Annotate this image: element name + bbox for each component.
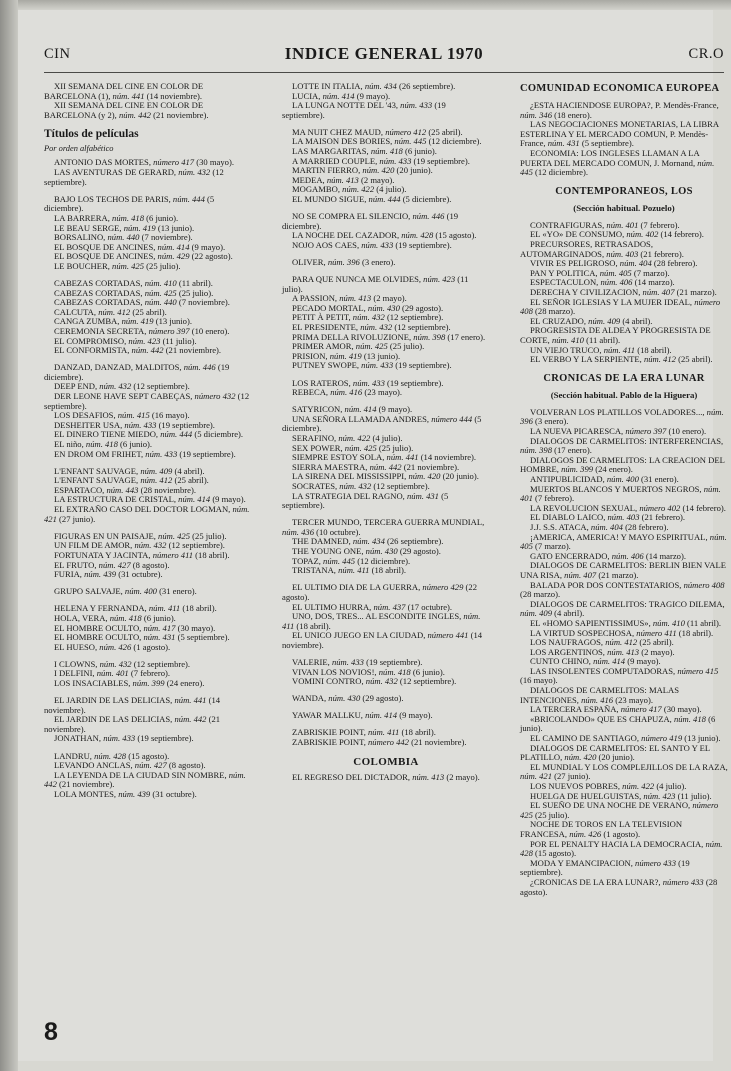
header-divider (44, 72, 724, 73)
index-entry: ECONOMIA: LOS INGLESES LLAMAN A LA PUERTA DEL MERCADO COMUN, J. Mornand, núm. 445 (12 diciembre). (520, 147, 715, 178)
index-entry: EL COMPROMISO, núm. 423 (11 julio). (54, 335, 197, 346)
index-entry: EL CONFORMISTA, núm. 442 (21 noviembre). (54, 345, 222, 356)
index-entry: ¿ESTA HACIENDOSE EUROPA?, P. Mendès-France, núm. 346 (18 enero). (520, 100, 719, 120)
index-entry: LA LUNGA NOTTE DEL '43, núm. 433 (19 septiembre). (282, 100, 446, 120)
index-entry: LA VIRTUD SOSPECHOSA, número 411 (18 abril). (530, 627, 714, 638)
section-contemporaneos-los (520, 185, 728, 365)
index-entry: LA NOCHE DEL CAZADOR, núm. 428 (15 agosto). (292, 230, 477, 241)
page-left-shadow (0, 0, 18, 1071)
index-entry: XII SEMANA DEL CINE EN COLOR DE BARCELONA (y 2), núm. 442 (21 noviembre). (44, 100, 209, 120)
index-entry: PECADO MORTAL, núm. 430 (29 agosto). (292, 302, 444, 313)
index-entry: EL BOSQUE DE ANCINES, núm. 414 (9 mayo). (54, 241, 226, 252)
index-entry: SOCRATES, núm. 432 (12 septiembre). (292, 480, 430, 491)
index-entry: MODA Y EMANCIPACION, número 433 (19 septiembre). (520, 857, 690, 878)
index-entry: CUNTO CHINO, núm. 414 (9 mayo). (530, 656, 661, 667)
index-entry: LA LEYENDA DE LA CIUDAD SIN NOMBRE, núm. 442 (21 noviembre). (44, 769, 246, 790)
index-entry: LA MAISON DES BORIES, núm. 445 (12 diciembre). (292, 136, 482, 147)
index-entry: UNO, DOS, TRES... AL ESCONDITE INGLES, núm. 411 (18 abril). (282, 611, 481, 631)
entry-valerie (282, 658, 490, 687)
index-entry: EL CRUZADO, núm. 409 (4 abril). (530, 315, 653, 326)
index-entry: CALCUTA, núm. 412 (25 abril). (54, 306, 167, 317)
index-entry: LAS INSOLENTES COMPUTADORAS, número 415 (16 mayo). (520, 665, 719, 686)
section-subheading: (Sección habitual. Pozuelo) (573, 203, 675, 214)
index-entry: LAS MARGARITAS, núm. 418 (6 junio). (292, 146, 437, 157)
index-entry: LOS ARGENTINOS, núm. 413 (2 mayo). (530, 646, 675, 657)
index-entry: EN DROM OM FRIHET, núm. 433 (19 septiembre). (54, 448, 236, 459)
index-entry: POR EL PENALTY HACIA LA DEMOCRACIA, núm. 428 (15 agosto). (520, 838, 723, 859)
index-entry: EL «YO» DE CONSUMO, núm. 402 (14 febrero). (530, 229, 704, 240)
index-entry: EL niño, núm. 418 (6 junio). (54, 439, 153, 449)
index-entry: VOMINI CONTRO, núm. 432 (12 septiembre). (292, 676, 457, 687)
page-paper (18, 10, 728, 1061)
index-entry: UN VIEJO TRUCO, núm. 411 (18 abril). (530, 344, 672, 355)
index-entry: FURIA, núm. 439 (31 octubre). (54, 569, 163, 580)
index-entry: ¡AMERICA, AMERICA! Y MAYO ESPIRITUAL, núm. 405 (7 marzo). (520, 531, 727, 552)
index-entry: PUTNEY SWOPE, núm. 433 (19 septiembre). (292, 360, 452, 371)
index-entry: FIGURAS EN UN PAISAJE, núm. 425 (25 julio). (54, 530, 227, 541)
index-entry: JONATHAN, núm. 433 (19 septiembre). (54, 733, 194, 744)
index-entry: EL JARDIN DE LAS DELICIAS, núm. 441 (14 noviembre). (44, 695, 221, 715)
index-entry: HOLA, VERA, núm. 418 (6 junio). (54, 612, 176, 623)
header-right-label: CR.O (688, 46, 724, 62)
index-entry: MUERTOS BLANCOS Y MUERTOS NEGROS, núm. 401 (7 febrero). (520, 483, 721, 504)
index-entry: PRISION, núm. 419 (13 junio). (292, 350, 401, 361)
index-entry: DIALOGOS DE CARMELITOS: MALAS INTENCIONES, núm. 416 (23 mayo). (520, 685, 680, 705)
index-entry: PARA QUE NUNCA ME OLVIDES, núm. 423 (11 julio). (282, 274, 469, 294)
index-entry: VIVIR ES PELIGROSO, núm. 404 (28 febrero). (530, 258, 698, 269)
entry-helena-fernanda (44, 604, 252, 652)
index-entry: LAS AVENTURAS DE GERARD, núm. 432 (12 septiembre). (44, 167, 224, 187)
index-entry: LA SIRENA DEL MISSISSIPPI, núm. 420 (20 junio). (292, 471, 479, 482)
index-entry: ANTIPUBLICIDAD, núm. 400 (31 enero). (530, 474, 679, 484)
index-entry: ZABRISKIE POINT, número 442 (21 noviembre). (292, 737, 467, 748)
index-entry: YAWAR MALLKU, núm. 414 (9 mayo). (292, 710, 433, 721)
index-entry: DIALOGOS DE CARMELITOS: BERLIN BIEN VALE UNA RISA, núm. 407 (21 marzo). (520, 560, 726, 580)
index-entry: EL SUEÑO DE UNA NOCHE DE VERANO, número 425 (25 julio). (520, 800, 719, 820)
index-entry: NOCHE DE TOROS EN LA TELEVISION FRANCESA, núm. 426 (1 agosto). (520, 819, 683, 839)
index-entry: CANGA ZUMBA, núm. 419 (13 junio). (54, 316, 192, 327)
entry-grupo-salvaje (44, 587, 252, 597)
section-subheading: (Sección habitual. Pablo de la Higuera) (550, 390, 698, 401)
entry-figuras-paisaje (44, 532, 252, 580)
page-title: INDICE GENERAL 1970 (284, 44, 484, 63)
index-entry: PAN Y POLITICA, núm. 405 (7 marzo). (530, 267, 670, 278)
subsection-title: Títulos de películas (44, 127, 139, 140)
index-entry: EL HUESO, núm. 426 (1 agosto). (54, 641, 171, 652)
index-entry: ANTONIO DAS MORTES, número 417 (30 mayo). (54, 157, 234, 168)
index-entry: PRIMA DELLA RIVOLUZIONE, núm. 398 (17 enero). (292, 331, 486, 342)
entry-no-se-compra (282, 212, 490, 250)
section-colombia (282, 755, 490, 783)
index-entry: GRUPO SALVAJE, núm. 400 (31 enero). (54, 586, 197, 597)
section-heading: CONTEMPORANEOS, LOS (555, 186, 693, 198)
entry-jardin-delicias (44, 696, 252, 744)
index-entry: ZABRISKIE POINT, núm. 411 (18 abril). (292, 727, 436, 738)
index-entry: EL EXTRAÑO CASO DEL DOCTOR LOGMAN, núm. 421 (27 junio). (44, 504, 250, 524)
index-entry: LE BEAU SERGE, núm. 419 (13 junio). (54, 222, 195, 233)
index-entry: BAJO LOS TECHOS DE PARIS, núm. 444 (5 diciembre). (44, 193, 215, 214)
index-entry: CABEZAS CORTADAS, núm. 425 (25 julio). (54, 287, 214, 298)
index-entry: MARTIN FIERRO, núm. 420 (20 junio). (292, 165, 433, 176)
index-entry: FORTUNATA Y JACINTA, número 411 (18 abril). (54, 549, 230, 560)
index-entry: L'ENFANT SAUVAGE, núm. 409 (4 abril). (54, 465, 205, 476)
index-entry: VOLVERAN LOS PLATILLOS VOLADORES..., núm. 396 (3 enero). (520, 406, 724, 427)
index-entry: LA ESTRUCTURA DE CRISTAL, núm. 414 (9 mayo). (54, 494, 246, 505)
index-entry: SATYRICON, núm. 414 (9 mayo). (292, 404, 413, 415)
index-entry: CEREMONIA SECRETA, número 397 (10 enero). (54, 325, 230, 336)
index-entry: LEVANDO ANCLAS, núm. 427 (8 agosto). (54, 760, 206, 771)
entry-oliver (282, 258, 490, 268)
column-1 (44, 82, 252, 1012)
index-entry: DANZAD, DANZAD, MALDITOS, núm. 446 (19 diciembre). (44, 362, 230, 382)
index-entry: DIALOGOS DE CARMELITOS: LA CREACION DEL HOMBRE, núm. 399 (24 enero). (520, 454, 725, 475)
index-entry: ESPARTACO, núm. 443 (28 noviembre). (54, 484, 196, 495)
entry-para-que-nunca (282, 275, 490, 371)
index-entry: MOGAMBO, núm. 422 (4 julio). (292, 184, 407, 195)
index-entry: TRISTANA, núm. 411 (18 abril). (292, 565, 406, 576)
index-entry: LA REVOLUCION SEXUAL, número 402 (14 febrero). (530, 502, 726, 513)
index-entry: EL HOMBRE OCULTO, núm. 417 (30 mayo). (54, 622, 216, 633)
index-entry: J.J. S.S. ATACA, núm. 404 (28 febrero). (530, 521, 669, 532)
index-entry: A MARRIED COUPLE, núm. 433 (19 septiembre). (292, 155, 470, 166)
index-entry: EL REGRESO DEL DICTADOR, núm. 413 (2 mayo). (292, 772, 480, 783)
index-entry: EL JARDIN DE LAS DELICIAS, núm. 442 (21 noviembre). (44, 714, 221, 734)
index-entry: EL «HOMO SAPIENTISSIMUS», núm. 410 (11 abril). (530, 617, 722, 628)
index-entry: LOS NAUFRAGOS, núm. 412 (25 abril). (530, 637, 674, 648)
entry-bajo-los-techos (44, 195, 252, 272)
index-entry: EL VERBO Y LA SERPIENTE, núm. 412 (25 abril). (530, 354, 713, 365)
index-entry: EL MUNDO SIGUE, núm. 444 (5 diciembre). (292, 194, 452, 205)
entry-cabezas-cortadas (44, 279, 252, 356)
index-entry: THE DAMNED, núm. 434 (26 septiembre). (292, 536, 444, 547)
index-entry: CONTRAFIGURAS, núm. 401 (7 febrero). (530, 219, 680, 230)
entry-los-rateros (282, 379, 490, 398)
index-entry: DEEP END, núm. 432 (12 septiembre). (54, 381, 190, 392)
section-cronicas-era-lunar (520, 372, 728, 897)
entry-zabriskie-point (282, 728, 490, 747)
index-entry: DER LEONE HAVE SEPT CABEÇAS, número 432 (12 septiembre). (44, 391, 250, 411)
entry-tercer-mundo (282, 518, 490, 576)
index-entry: ¿CRONICAS DE LA ERA LUNAR?, número 433 (28 agosto). (520, 876, 718, 897)
index-entry: BORSALINO, núm. 440 (7 noviembre). (54, 232, 193, 243)
index-entry: LANDRU, núm. 428 (15 agosto). (54, 750, 170, 761)
index-entry: LOTTE IN ITALIA, núm. 434 (26 septiembre). (292, 81, 456, 91)
index-entry: LA TERCERA ESPAÑA, número 417 (30 mayo). (530, 704, 702, 715)
index-entry: PRIMER AMOR, núm. 425 (25 julio). (292, 341, 425, 352)
index-entry: SERAFINO, núm. 422 (4 julio). (292, 433, 403, 443)
index-entry: EL CAMINO DE SANTIAGO, número 419 (13 junio). (530, 733, 721, 744)
index-entry: HELENA Y FERNANDA, núm. 411 (18 abril). (54, 603, 217, 614)
index-entry: REBECA, núm. 416 (23 mayo). (292, 387, 403, 398)
entry-i-clowns (44, 660, 252, 689)
index-entry: LOS DESAFIOS, núm. 415 (16 mayo). (54, 410, 190, 421)
index-entry: EL SEÑOR IGLESIAS Y LA MUJER IDEAL, número 408 (28 marzo). (520, 296, 721, 317)
index-entry: VALERIE, núm. 433 (19 septiembre). (292, 656, 423, 667)
index-entry: HUELGA DE HUELGUISTAS, núm. 423 (11 julio). (530, 790, 712, 801)
index-entry: PRECURSORES, RETRASADOS, AUTOMARGINADOS, núm. 403 (21 febrero). (520, 239, 684, 259)
index-entry: EL FRUTO, núm. 427 (8 agosto). (54, 559, 170, 570)
index-entry: DIALOGOS DE CARMELITOS: INTERFERENCIAS, núm. 398 (17 enero). (520, 435, 724, 456)
index-entry: SIEMPRE ESTOY SOLA, núm. 441 (14 noviembre). (292, 452, 477, 463)
index-entry: UN FILM DE AMOR, núm. 432 (12 septiembre). (54, 540, 225, 551)
index-entry: A PASSION, núm. 413 (2 mayo). (292, 293, 407, 304)
columns-container (44, 82, 728, 1012)
index-entry: DIALOGOS DE CARMELITOS: TRAGICO DILEMA, núm. 409 (4 abril). (520, 598, 725, 619)
index-entry: EL PRESIDENTE, núm. 432 (12 septiembre). (292, 322, 451, 333)
index-entry: GATO ENCERRADO, núm. 406 (14 marzo). (530, 550, 686, 561)
section-heading: COMUNIDAD ECONOMICA EUROPEA (520, 83, 720, 94)
index-entry: TERCER MUNDO, TERCERA GUERRA MUNDIAL, núm. 436 (10 octubre). (282, 517, 485, 537)
index-entry: LOS RATEROS, núm. 433 (19 septiembre). (292, 377, 444, 388)
index-entry: THE YOUNG ONE, núm. 430 (29 agosto). (292, 546, 441, 557)
index-entry: BALADA POR DOS CONTESTATARIOS, número 408 (28 marzo). (520, 579, 725, 600)
subsection-note: Por orden alfabético (44, 143, 114, 153)
index-entry: DESHEITER USA, núm. 433 (19 septiembre). (54, 419, 215, 430)
entry-wanda (282, 694, 490, 704)
index-entry: EL ULTIMO DIA DE LA GUERRA, número 429 (22 agosto). (282, 582, 478, 602)
index-entry: MA NUIT CHEZ MAUD, número 412 (25 abril). (292, 126, 463, 137)
index-entry: TOPAZ, núm. 445 (12 diciembre). (292, 555, 411, 566)
country-heading: COLOMBIA (353, 755, 419, 768)
index-entry: LA STRATEGIA DEL RAGNO, núm. 431 (5 septiembre). (282, 490, 449, 511)
index-entry: CABEZAS CORTADAS, núm. 410 (11 abril). (54, 278, 213, 288)
page-number: 8 (44, 1018, 58, 1046)
index-entry: NOJO AOS CAES, núm. 433 (19 septiembre). (292, 239, 452, 250)
index-entry: XII SEMANA DEL CINE EN COLOR DE BARCELONA (1), núm. 441 (14 noviembre). (44, 81, 204, 101)
entry-lenfant-sauvage (44, 467, 252, 525)
column-3 (520, 82, 728, 1012)
entry-yawar-mallku (282, 711, 490, 721)
entry-xii-semana (44, 82, 252, 120)
section-titulos-peliculas (44, 128, 252, 187)
index-entry: OLIVER, núm. 396 (3 enero). (292, 257, 396, 267)
index-entry: DERECHA Y CIVILIZACION, núm. 407 (21 marzo). (530, 287, 717, 297)
index-entry: LUCIA, núm. 414 (9 mayo). (292, 90, 391, 101)
index-entry: LOLA MONTES, núm. 439 (31 octubre). (54, 788, 197, 799)
index-entry: I DELFINI, núm. 401 (7 febrero). (54, 668, 171, 679)
index-entry: UNA SEÑORA LLAMADA ANDRES, número 444 (5 diciembre). (282, 413, 482, 434)
index-entry: DIALOGOS DE CARMELITOS: EL SANTO Y EL PLATILLO, núm. 420 (20 junio). (520, 742, 710, 763)
index-entry: EL DIABLO LAICO, núm. 403 (21 febrero). (530, 512, 686, 523)
index-entry: L'ENFANT SAUVAGE, núm. 412 (25 abril). (54, 475, 209, 486)
index-entry: LOS INSACIABLES, núm. 399 (24 enero). (54, 677, 205, 688)
index-entry: I CLOWNS, núm. 432 (12 septiembre). (54, 658, 191, 669)
index-entry: EL UNICO JUEGO EN LA CIUDAD, número 441 (14 noviembre). (282, 630, 483, 650)
column-2 (282, 82, 490, 1012)
index-entry: EL DINERO TIENE MIEDO, núm. 444 (5 diciembre). (54, 429, 244, 440)
index-entry: «BRICOLANDO» QUE ES CHAPUZA, núm. 418 (6 junio). (520, 713, 716, 734)
index-entry: LA NUEVA PICARESCA, número 397 (10 enero). (530, 426, 707, 437)
index-entry: EL MUNDIAL Y LOS COMPLEJILLOS DE LA RAZA, núm. 421 (27 junio). (520, 761, 728, 782)
index-entry: SEX POWER, núm. 425 (25 julio). (292, 442, 414, 453)
index-entry: PETIT À PETIT, núm. 432 (12 septiembre). (292, 312, 444, 323)
index-entry: VIVAN LOS NOVIOS!, núm. 418 (6 junio). (292, 666, 445, 677)
entry-ultimo-dia (282, 583, 490, 650)
index-entry: LOS NUEVOS POBRES, núm. 422 (4 julio). (530, 781, 687, 791)
page-header (44, 46, 724, 68)
index-entry: EL HOMBRE OCULTO, núm. 431 (5 septiembre). (54, 632, 230, 643)
section-heading: CRONICAS DE LA ERA LUNAR (543, 373, 705, 385)
page-top-shadow (0, 0, 731, 10)
index-entry: LAS NEGOCIACIONES MONETARIAS, LA LIBRA ESTERLINA Y EL MERCADO COMUN, P. Mendès-France, núm. 431 (5 septiembre). (520, 119, 719, 149)
index-entry: LA BARRERA, núm. 418 (6 junio). (54, 212, 179, 223)
entry-lotte-in-italia (282, 82, 490, 120)
section-comunidad-economica-europea (520, 82, 728, 178)
header-left-label: CIN (44, 46, 71, 62)
entry-landru (44, 752, 252, 800)
index-entry: NO SE COMPRA EL SILENCIO, núm. 446 (19 diciembre). (282, 211, 459, 231)
index-entry: MEDEA, núm. 413 (2 mayo). (292, 174, 395, 185)
entry-ma-nuit (282, 128, 490, 205)
index-entry: EL BOSQUE DE ANCINES, núm. 429 (22 agosto). (54, 251, 233, 262)
index-entry: EL ULTIMO HURRA, núm. 437 (17 octubre). (292, 601, 453, 612)
index-entry: PROGRESISTA DE ALDEA Y PROGRESISTA DE CORTE, núm. 410 (11 abril). (520, 325, 711, 345)
entry-satyricon (282, 405, 490, 511)
index-entry: WANDA, núm. 430 (29 agosto). (292, 693, 404, 704)
index-entry: ESPECTACULON, núm. 406 (14 marzo). (530, 277, 675, 288)
index-entry: SIERRA MAESTRA, núm. 442 (21 noviembre). (292, 461, 460, 472)
index-entry: CABEZAS CORTADAS, núm. 440 (7 noviembre). (54, 297, 230, 308)
entry-danzad (44, 363, 252, 459)
index-entry: LE BOUCHER, núm. 425 (25 julio). (54, 260, 181, 271)
